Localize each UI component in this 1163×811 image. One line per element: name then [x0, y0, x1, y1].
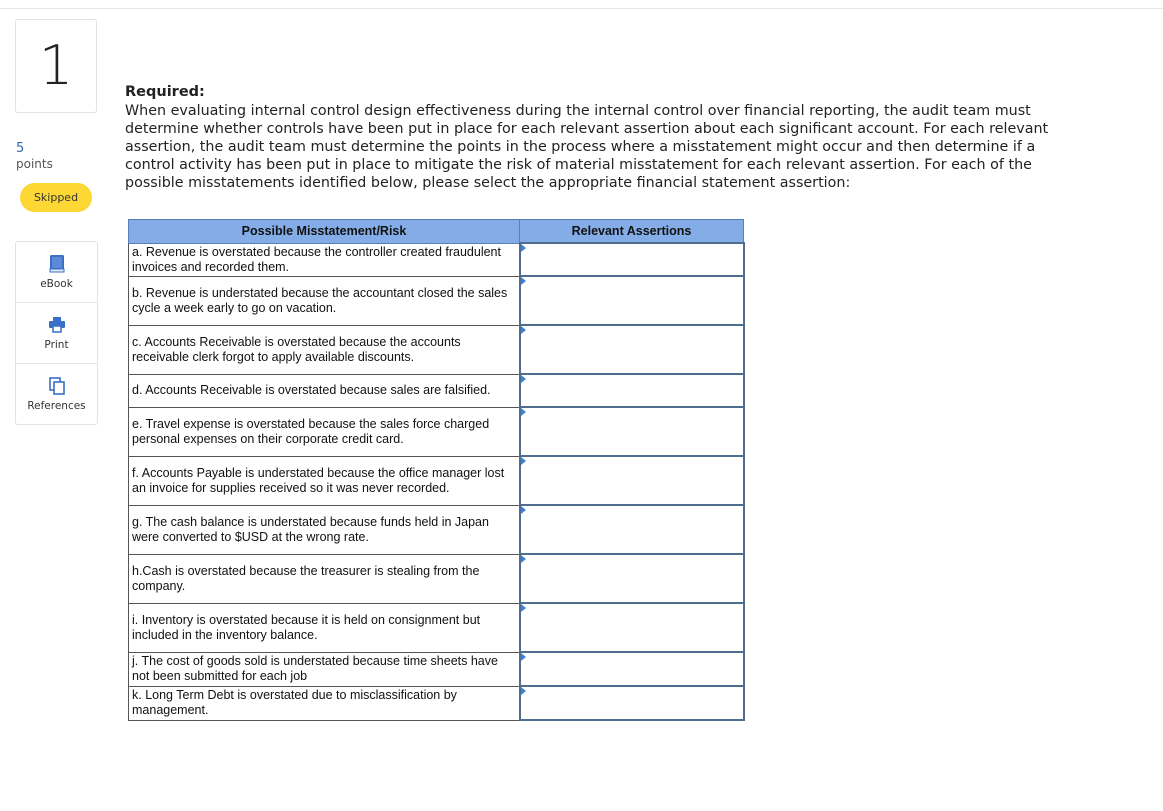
dropdown-marker-icon: [521, 408, 526, 416]
top-divider: [0, 8, 1163, 9]
misstatement-cell: e. Travel expense is overstated because the sales force charged personal expenses on their corporate credit card.: [129, 407, 520, 456]
misstatement-cell: a. Revenue is overstated because the controller created fraudulent invoices and recorded them.: [129, 243, 520, 276]
ebook-label: eBook: [40, 278, 73, 290]
table-row: [129, 325, 744, 374]
assertion-dropdown[interactable]: [520, 456, 744, 505]
misstatement-cell: k. Long Term Debt is overstated due to misclassification by management.: [129, 686, 520, 720]
table-row: [129, 374, 744, 407]
table-row: [129, 456, 744, 505]
header-misstatement: Possible Misstatement/Risk: [129, 220, 520, 244]
assertion-dropdown[interactable]: [520, 505, 744, 554]
table-row: [129, 686, 744, 720]
assertion-dropdown[interactable]: [520, 325, 744, 374]
table-row: [129, 243, 744, 276]
table-row: [129, 276, 744, 325]
table-row: [129, 554, 744, 603]
misstatement-cell: c. Accounts Receivable is overstated because the accounts receivable clerk forgot to apply available discounts.: [129, 325, 520, 374]
dropdown-marker-icon: [521, 277, 526, 285]
table-header-row: [129, 220, 744, 244]
misstatement-cell: j. The cost of goods sold is understated because time sheets have not been submitted for each job: [129, 652, 520, 686]
assertion-dropdown[interactable]: [520, 554, 744, 603]
dropdown-marker-icon: [521, 604, 526, 612]
assertion-dropdown[interactable]: [520, 374, 744, 407]
points-value: 5: [16, 141, 25, 156]
references-label: References: [27, 400, 86, 412]
print-label: Print: [44, 339, 69, 351]
assertion-dropdown[interactable]: [520, 243, 744, 276]
dropdown-marker-icon: [521, 506, 526, 514]
assertion-table: [128, 219, 745, 721]
question-number: 1: [38, 34, 74, 97]
assertion-dropdown[interactable]: [520, 603, 744, 652]
dropdown-marker-icon: [521, 555, 526, 563]
dropdown-marker-icon: [521, 375, 526, 383]
status-badge: Skipped: [20, 183, 92, 212]
instructions-text: When evaluating internal control design effectiveness during the internal control over financial reporting, the audit team must determine whether controls have been put in place for each relevant assertion about each significant account. For each relevant assertion, the audit team must determine the points in the process where a misstatement might occur and then determine if a control activity has been put in place to mitigate the risk of material misstatement for each relevant assertion. For each of the possible misstatements identified below, please select the appropriate financial statement assertion:: [125, 103, 1049, 191]
assertion-dropdown[interactable]: [520, 276, 744, 325]
misstatement-cell: f. Accounts Payable is understated because the office manager lost an invoice for supplies received so it was never recorded.: [129, 456, 520, 505]
tools-panel: [15, 241, 98, 425]
dropdown-marker-icon: [521, 687, 526, 695]
assertion-dropdown[interactable]: [520, 407, 744, 456]
table-row: [129, 505, 744, 554]
ebook-button[interactable]: [16, 242, 97, 302]
references-button[interactable]: [16, 363, 97, 424]
misstatement-cell: i. Inventory is overstated because it is held on consignment but included in the inventory balance.: [129, 603, 520, 652]
dropdown-marker-icon: [521, 653, 526, 661]
question-number-box: [15, 19, 97, 113]
table-row: [129, 652, 744, 686]
table-row: [129, 407, 744, 456]
misstatement-cell: h.Cash is overstated because the treasurer is stealing from the company.: [129, 554, 520, 603]
required-heading: Required:: [125, 84, 205, 100]
printer-icon: [47, 315, 67, 335]
table-row: [129, 603, 744, 652]
book-icon: [47, 254, 67, 274]
dropdown-marker-icon: [521, 326, 526, 334]
misstatement-cell: b. Revenue is understated because the accountant closed the sales cycle a week early to go on vacation.: [129, 276, 520, 325]
assertion-dropdown[interactable]: [520, 652, 744, 686]
assertion-dropdown[interactable]: [520, 686, 744, 720]
dropdown-marker-icon: [521, 244, 526, 252]
print-button[interactable]: [16, 302, 97, 363]
misstatement-cell: g. The cash balance is understated because funds held in Japan were converted to $USD at the wrong rate.: [129, 505, 520, 554]
copy-icon: [47, 376, 67, 396]
header-assertions: Relevant Assertions: [520, 220, 744, 244]
points-label: points: [16, 157, 53, 171]
misstatement-cell: d. Accounts Receivable is overstated because sales are falsified.: [129, 374, 520, 407]
dropdown-marker-icon: [521, 457, 526, 465]
